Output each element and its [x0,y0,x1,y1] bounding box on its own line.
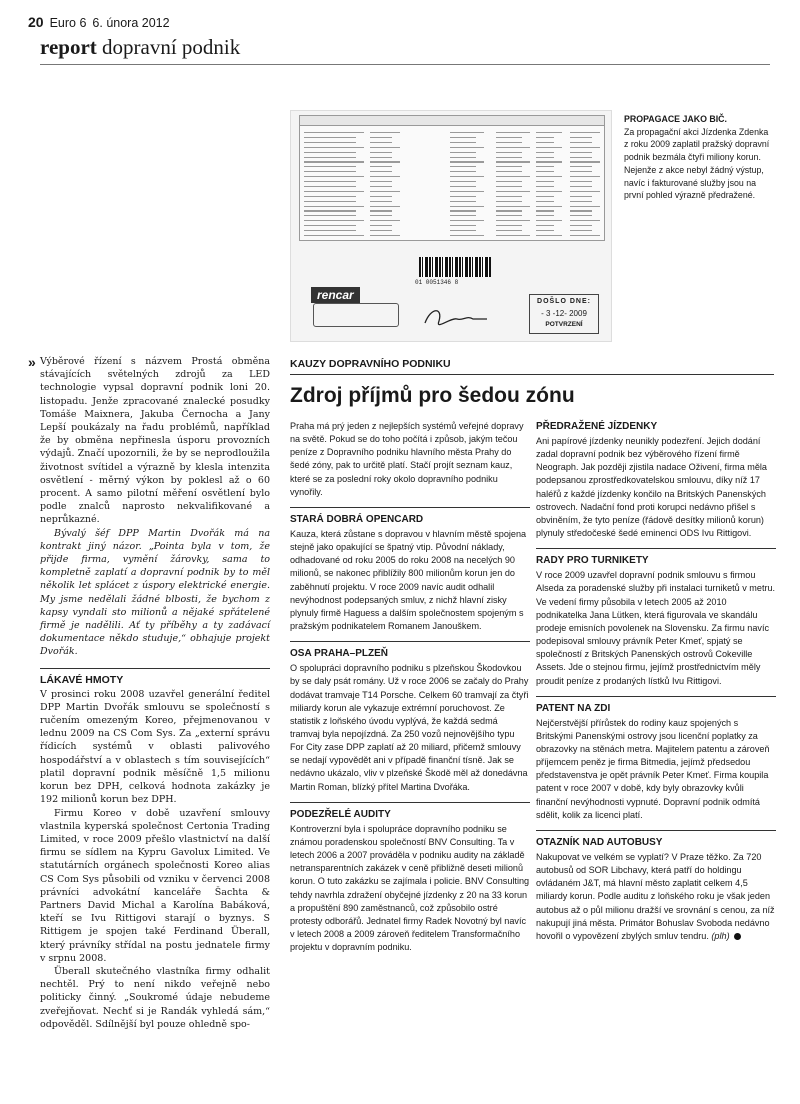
receipt-table-line [536,181,554,182]
receipt-table-line [570,230,592,231]
receipt-table-line [496,235,530,236]
receipt-table-line [370,147,400,148]
receipt-table-line [304,235,364,236]
receipt-table-line [536,171,554,172]
receipt-table-line [304,166,356,167]
receipt-table-line [536,142,554,143]
section-heading: PODEZŘELÉ AUDITY [290,802,530,821]
receipt-table-line [536,225,554,226]
caption-text: Za propagační akci Jízdenka Zdenka z roku 2009 zaplatil pražský dopravní podnik bezmála čtyři miliony korun. Nejenže z akce nebyl žádný výstup, navíc i fakturované služby jsou na první pohled výrazně předražené. [624,126,770,201]
issue-date: 6. února 2012 [92,16,170,30]
receipt-table-line [304,161,364,162]
receipt-table-line [370,152,392,153]
section-heading: OTAZNÍK NAD AUTOBUSY [536,830,776,849]
receipt-table-line [570,220,600,221]
continuation-mark: » [28,354,36,370]
receipt-table-line [496,166,522,167]
left-paragraph-4: Firmu Koreo v době uzavření smlouvy vlastnila kyperská společnost Certonia Trading Limited, v roce 2009 přešlo vlastnictví na další firmu se sídlem na Kypru Gavolux Limited. Ve statutárních orgánech společnosti Koreo alias CS Com Sys působili od vzniku v červenci 2008 právníci advokátní kanceláře Šachta & Partners David Michal a Karolína Babáková, kteří se Ivu Rittigovi starají o byznys. S Rittigem je spojen také Ferdinand Überall, který právníky střídal na postu jednatele firmy v srpnu 2008. [40,807,270,964]
receipt-table-line [304,201,356,202]
receipt-table-line [304,157,356,158]
receipt-table-line [496,186,522,187]
article-headline: Zdroj příjmů pro šedou zónu [290,384,575,407]
receipt-table-line [304,196,356,197]
receipt-table-line [304,230,356,231]
rencar-logo: rencar [311,287,360,303]
receipt-table-line [536,230,554,231]
receipt-table-line [450,181,476,182]
receipt-table-line [496,206,530,207]
receipt-table [299,115,605,241]
receipt-table-line [370,171,392,172]
receipt-table-line [496,210,522,211]
receipt-table-line [570,225,592,226]
left-paragraph-2: Bývalý šéf DPP Martin Dvořák má na kontrakt jiný názor. „Pointa byla v tom, že přijde firma, vymění žárovky, sama to kompletně zaplatí a dopravní podnik by to měl několik let splácet z úspory elektrické energie. My jsme nedělali žádné blbosti, že bychom z kapsy vyndali sto milionů a nějaké spřátelené firmě je nadělili. Ať ty příběhy a ty zadávací dokumentace někdo studuje,“ obhajuje projekt Dvořák. [40,527,270,658]
receipt-table-line [570,152,592,153]
left-paragraph-5: Überall skutečného vlastníka firmy odhalit nechtěl. Prý to není nikdo veřejně nebo politicky činný. „Soukromé údaje nebudeme zveřejňovat. Nechť si je Randák vyhledá sám,“ odpověděl. Sdílnější byl pouze ohledně spo- [40,965,270,1030]
receipt-table-line [536,210,554,211]
receipt-table-line [496,191,530,192]
receipt-table-line [370,166,392,167]
receipt-table-line [570,132,600,133]
receipt-table-line [450,196,476,197]
section-text: O spolupráci dopravního podniku s plzeňskou Škodovkou by se daly psát romány. Už v roce 2006 se začaly do Prahy dodávat tramvaje T14 Porsche. Celkem 60 tramvají za čtyři miliardy korun ale vykazuje extrémní poruchovost. Ze statistik z loňského úvodu vyplývá, že každá sedmá tramvaj byla nepojízdná. Za 250 vozů nejnovějšího typu For City zase DPP zaplatí až 20 miliard, přičemž smlouvy se nedají vypovědět ani v případě finanční tísně. Jak se nedávno ukázalo, vliv v plzeňské Škodě měl až donedávna Martin Roman, blízký přítel Martina Dvořáka. [290,663,529,792]
receipt-table-line [450,157,476,158]
receipt-table-line [450,186,476,187]
signature-icon [421,303,491,333]
receipt-table-line [536,215,554,216]
receipt-table-line [496,220,530,221]
receipt-table-line [450,171,476,172]
receipt-table-line [536,191,562,192]
receipt-table-line [370,137,392,138]
section-text: Nakupovat ve velkém se vyplatí? V Praze těžko. Za 720 autobusů od SOR Libchavy, která patří do holdingu ovládaném J&T, má hlavní město zaplatit celkem 4,5 miliardy korun. Podle auditu z loňského roku je však jeden autobus až o půl milionu dražší ve srovnání s cenou, za níž nakupují jiná města. Primátor Bohuslav Svoboda nedávno hovořil o vypovězení zbylých smluv tendru. [536,851,775,941]
receipt-table-line [370,230,392,231]
section-title [40,35,240,59]
receipt-table-line [496,171,522,172]
receipt-table-line [496,225,522,226]
receipt-table-line [570,186,592,187]
section-title-rest: dopravní podnik [96,35,241,59]
receipt-table-line [450,235,484,236]
receipt-table-line [570,181,592,182]
section-heading: PŘEDRAŽENÉ JÍZDENKY [536,421,658,432]
receipt-table-line [450,176,484,177]
receipt-table-line [570,166,592,167]
receipt-table-line [370,191,400,192]
receipt-table-line [304,220,364,221]
receipt-table-line [370,142,392,143]
section-text: Kauza, která zůstane s dopravou v hlavním městě spojena stejně jako opakující se špatný vtip. Původní náklady, odhadované od roku 2005 do roku 2008 na necelých 90 milionů, se nakonec přiblížily 800 milionům korun jen do zaběhnutí projektu. V roce 2009 navíc audit odhalil nevýhodnost podepsaných smluv, z nichž hlavní zisky plynuly firmě Haguess a dalším společnostem spojeným s pražským podnikatelem Romanem Janouškem. [290,528,527,632]
receipt-table-line [370,161,400,162]
receipt-table-line [536,186,554,187]
receipt-table-line [536,152,554,153]
receipt-table-line [496,176,530,177]
receipt-table-line [536,161,562,162]
receipt-table-line [536,176,562,177]
receipt-table-line [496,181,522,182]
received-date-stamp [529,294,599,334]
receipt-table-line [450,206,484,207]
receipt-table-line [536,137,554,138]
section-heading: RADY PRO TURNIKETY [536,548,776,567]
receipt-table-line [536,147,562,148]
receipt-table-line [450,215,476,216]
receipt-table-line [370,176,400,177]
receipt-table-line [450,166,476,167]
receipt-table-line [370,220,400,221]
receipt-table-line [536,220,562,221]
edition-label: Euro 6 [49,16,87,30]
receipt-table-line [370,206,400,207]
receipt-table-line [304,215,356,216]
end-mark-icon [734,933,741,940]
page-number: 20 [28,14,44,30]
receipt-table-line [570,161,600,162]
receipt-table-line [450,161,484,162]
receipt-table-line [304,132,364,133]
left-column-article [40,355,270,1031]
receipt-table-line [370,201,392,202]
receipt-table-line [304,176,364,177]
receipt-table-line [496,157,522,158]
receipt-table-line [304,171,356,172]
receipt-table-header [300,116,604,126]
received-stamp-confirm: POTVRZENÍ [545,321,583,328]
receipt-table-line [450,191,484,192]
receipt-table-line [450,132,484,133]
left-subheading: LÁKAVÉ HMOTY [40,668,270,687]
receipt-table-line [570,196,592,197]
received-stamp-date: - 3 -12- 2009 [541,309,587,318]
receipt-table-line [570,206,600,207]
receipt-table-line [304,186,356,187]
receipt-table-line [496,196,522,197]
receipt-table-line [450,152,476,153]
receipt-table-line [536,235,562,236]
receipt-table-line [570,157,592,158]
receipt-table-line [570,147,600,148]
receipt-table-line [450,147,484,148]
article-column-middle [290,420,530,954]
left-paragraph-1: Výběrové řízení s názvem Prostá obměna stávajících světelných zdrojů za LED technologie vypsal dopravní podnik loni 20. listopadu. Jenže zpracované znalecké posudky Tomáše Maixnera, Jakuba Černocha a Jany Lepší poukázaly na řadu problémů, například že by obměna nepřinesla úsporu provozních výdajů. Značí upozornili, že by se neprodloužila životnost svítidel a výrazně by klesla intenzita osvětlení - měrný výkon by poklesl až o 60 procent. A samo pilotní měření osvětlení bylo podle znalců naprosto nekvalifikované a neprůkazné. [40,356,270,526]
receipt-table-line [570,210,592,211]
receipt-table-line [304,142,356,143]
receipt-table-line [536,132,562,133]
receipt-table-line [496,132,530,133]
section-heading: PATENT NA ZDI [536,696,776,715]
receipt-table-line [496,161,530,162]
section-text: Kontroverzní byla i spolupráce dopravního podniku se známou poradenskou společností BNV Consulting. Ta v letech 2006 a 2007 prováděla v podniku audity na základě netransparentních zakázek v ceně přibližně deseti milionů korun. O tuto zakázku se zajímala i policie. BNV Consulting tehdy navrhla zdražení obyčejné jízdenky z 20 na 33 korun a propuštění 890 zaměstnanců, což způsobilo ostré protesty odborářů. Jednatel firmy Radek Novotný byl navíc v letech 2008 a 2009 zároveň ředitelem Transformačního projektu v dopravním podniku. [290,823,530,953]
receipt-table-line [450,137,476,138]
receipt-table-line [370,186,392,187]
section-heading: STARÁ DOBRÁ OPENCARD [290,507,530,526]
receipt-table-line [370,196,392,197]
receipt-table-line [570,176,600,177]
receipt-table-line [304,181,356,182]
receipt-table-line [496,137,522,138]
barcode-number: 01 0051346 8 [415,279,459,286]
receipt-table-line [370,225,392,226]
receipt-table-line [304,137,356,138]
section-heading: OSA PRAHA–PLZEŇ [290,641,530,660]
receipt-table-line [450,225,476,226]
receipt-table-line [570,142,592,143]
receipt-table-line [570,137,592,138]
caption-heading: PROPAGACE JAKO BIČ. [624,114,727,124]
receipt-table-line [370,181,392,182]
masthead [28,14,170,32]
section-text: Ani papírové jízdenky neunikly podezření. Jejich dodání zadal dopravní podnik bez výběrového řízení firmě Neograph. Jak později zjistila nadace Oživení, firma měla podepsanou zprostředkovatelskou smlouvu, díky níž 17 haléřů z každé jízdenky končilo na Britských Panenských ostrovech. Nadační fond proti korupci nedávno přišel s obviněním, že tyto peníze (řádově desítky milionů korun) plynuly středočeské šedé eminenci ODS Ivu Rittigovi. [536,436,767,539]
header-rule [40,64,770,65]
receipt-table-line [370,210,392,211]
left-paragraph-3: V prosinci roku 2008 uzavřel generální ředitel DPP Martin Dvořák smlouvu se společností s ručením omezeným Koreo, přejmenovanou v lednu 2009 na CS Com Sys. Za „externí správu řídicích systémů v oblasti palivového hospodářství a v oblastech s tím souvisejících“ platil dopravní podnik měsíčně 1,5 milionu korun bez DPH, celková hodnota zakázky je 192 milionů korun bez DPH. [40,688,270,806]
receipt-table-line [536,196,554,197]
receipt-table-line [370,132,400,133]
receipt-table-line [370,157,392,158]
receipt-table-line [304,191,364,192]
receipt-table-line [536,166,554,167]
receipt-table-line [450,210,476,211]
receipt-table-line [570,235,600,236]
receipt-table-line [536,201,554,202]
receipt-table-line [304,152,356,153]
receipt-table-line [496,147,530,148]
receipt-table-line [496,142,522,143]
company-stamp [313,303,399,327]
receipt-table-line [570,191,600,192]
barcode-icon [419,257,491,277]
receipt-table-line [496,230,522,231]
receipt-table-line [496,152,522,153]
receipt-table-line [304,147,364,148]
receipt-table-line [570,215,592,216]
received-stamp-label: DOŠLO DNE: [537,298,591,305]
receipt-table-line [304,225,356,226]
section-text: V roce 2009 uzavřel dopravní podnik smlouvu s firmou Alseda za poradenské služby při instalaci turniketů v metru. Ve vedení firmy působila v letech 2005 až 2010 podnikatelka Jana Lütken, která figurovala ve skandálu prodeje emisních povolenek na Slovensku. Za firmu navíc podepisoval smlouvy právník Peter Kmeť, spjatý se společností z Britských Panenských ostrovů Cokeville Assets. Jde o stejnou firmu, jejímž prostřednictvím měly proudit peníze z prodaných lístků Ivu Rittigovi. [536,570,776,686]
receipt-table-line [496,201,522,202]
receipt-table-line [450,201,476,202]
receipt-image [290,110,612,342]
article-column-right [536,420,776,943]
receipt-table-line [570,171,592,172]
article-intro: Praha má prý jeden z nejlepších systémů veřejné dopravy na světě. Pokud se do toho počítá i způsob, jakým tečou peníze z Dopravního podniku hlavního města Prahy do šedé zóny, pak to určitě platí. Stačí projít seznam kauz, které se za poslední roky okolo dopravního podniku vynořily. [290,421,524,497]
receipt-table-line [496,215,522,216]
receipt-table-line [536,157,554,158]
receipt-table-line [450,142,476,143]
section-text-last [536,851,776,943]
receipt-table-line [304,210,356,211]
receipt-table-line [304,206,364,207]
section-text: Nejčerstvější přírůstek do rodiny kauz spojených s Britskými Panenskými ostrovy jsou licenční poplatky za obrazovky na stěnách metra. Majitelem patentu a zároveň příjemcem peněz je firma Bitmedia, jejímž předsedou představenstva je opět právník Peter Kmeť. Firma koupila patent v roce 2007 v době, kdy byly obrazovky kvůli finanční nevýhodnosti vypnuté. Dopravní podnik odmítá sdělit, kolik za licenci platí. [536,717,770,820]
article-kicker: KAUZY DOPRAVNÍHO PODNIKU [290,358,774,375]
receipt-table-line [450,220,484,221]
receipt-table-line [570,201,592,202]
section-title-bold: report [40,35,97,59]
receipt-table-line [536,206,562,207]
receipt-table-line [370,215,392,216]
image-caption [624,113,774,202]
receipt-table-line [450,230,476,231]
author-signature: (plh) [711,930,730,941]
receipt-table-line [370,235,400,236]
